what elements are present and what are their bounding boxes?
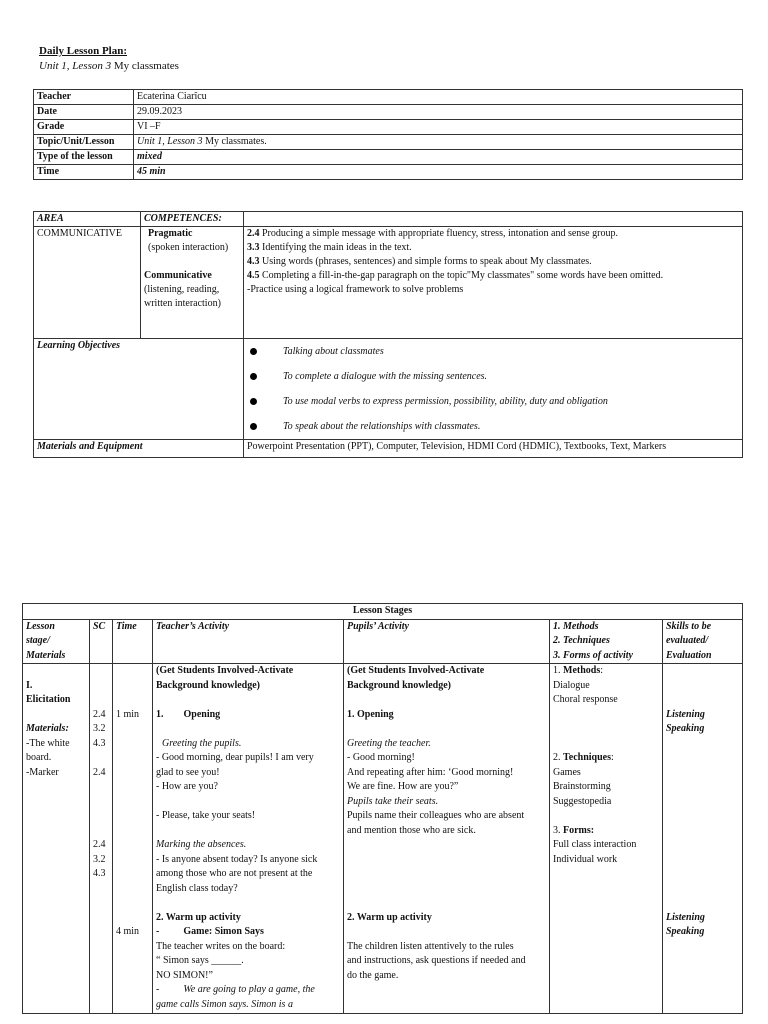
bullet-icon xyxy=(250,348,257,355)
competence-body-row xyxy=(34,227,743,339)
teacher-line: game calls Simon says. Simon is a xyxy=(156,998,293,1010)
grade-row xyxy=(34,120,743,135)
pupils-line: Pupils take their seats. xyxy=(347,795,439,807)
sc-value: 4.3 xyxy=(93,868,106,879)
competence-types xyxy=(141,227,244,339)
skills-cell xyxy=(663,664,743,1014)
competences-header: COMPETENCES: xyxy=(141,212,244,227)
time-value: 4 min xyxy=(116,926,140,937)
communicative-detail-2: written interaction) xyxy=(144,298,221,309)
teacher-line: - Good morning, dear pupils! I am very xyxy=(156,752,314,763)
teacher-row xyxy=(34,90,743,105)
objective-item: Talking about classmates xyxy=(244,339,742,364)
header-teacher: Teacher’s Activity xyxy=(153,619,344,664)
pupils-activity-cell xyxy=(344,664,550,1014)
pragmatic-detail: (spoken interaction) xyxy=(148,242,229,253)
teacher-line: NO SIMON!” xyxy=(156,969,213,981)
bullet-icon xyxy=(250,398,257,405)
pupils-line: The children listen attentively to the rules xyxy=(347,940,514,952)
methods-heading: 1. Methods: xyxy=(553,665,604,676)
competence-item: -Practice using a logical framework to solve problems xyxy=(247,284,464,295)
topic-label: Topic/Unit/Lesson xyxy=(34,135,134,150)
objectives-row xyxy=(34,339,743,440)
stage-material: -Marker xyxy=(26,766,59,778)
technique-item: Games xyxy=(553,766,581,778)
document-title: Daily Lesson Plan: xyxy=(39,45,128,57)
teacher-line: - How are you? xyxy=(156,781,218,792)
skill-item: Speaking xyxy=(666,723,705,734)
grade-value: VI –F xyxy=(134,120,743,135)
teacher-line: - Please, take your seats! xyxy=(156,810,256,821)
stages-title: Lesson Stages xyxy=(23,604,743,620)
pupils-line: do the game. xyxy=(347,969,399,981)
teacher-line: “ Simon says ______. xyxy=(156,955,244,966)
stage-row xyxy=(23,664,743,1014)
pragmatic-label: Pragmatic xyxy=(148,228,193,239)
methods-cell xyxy=(550,664,663,1014)
stage-material: board. xyxy=(26,752,52,763)
time-row xyxy=(34,165,743,180)
teacher-line: Greeting the pupils. xyxy=(162,737,242,749)
materials-row xyxy=(34,440,743,458)
date-label: Date xyxy=(34,105,134,120)
teacher-line: English class today? xyxy=(156,882,238,894)
topic-value: Unit 1, Lesson 3 My classmates. xyxy=(134,135,743,150)
teacher-value: Ecaterina Ciarîcu xyxy=(134,90,743,105)
pupils-line: and instructions, ask questions if needed and xyxy=(347,955,526,966)
pupils-line: Greeting the teacher. xyxy=(347,737,431,749)
materials-value: Powerpoint Presentation (PPT), Computer, Television, HDMI Cord (HDMIC), Textbooks, Text, Markers xyxy=(244,440,743,458)
competence-table xyxy=(33,211,743,458)
sc-value: 2.4 xyxy=(93,839,106,850)
sc-value: 3.2 xyxy=(93,723,106,734)
stage-name: Elicitation xyxy=(26,694,71,705)
pupils-line: - Good morning! xyxy=(347,752,415,763)
pupils-intro: (Get Students Involved-Activate xyxy=(347,665,485,676)
type-label: Type of the lesson xyxy=(34,150,134,165)
competence-item: 4.5 Completing a fill-in-the-gap paragraph on the topic"My classmates" some words have been omitted. xyxy=(247,270,664,281)
date-value: 29.09.2023 xyxy=(134,105,743,120)
teacher-warmup: 2. Warm up activity xyxy=(156,911,241,923)
competence-item: 2.4 Producing a simple message with appropriate fluency, stress, intonation and sense group. xyxy=(247,228,618,239)
pupils-line: And repeating after him: ‘Good morning! xyxy=(347,766,514,778)
bullet-icon xyxy=(250,373,257,380)
header-sc: SC xyxy=(90,619,113,664)
teacher-activity-cell xyxy=(153,664,344,1014)
header-stage: Lesson stage/ Materials xyxy=(23,619,90,664)
method-item: Choral response xyxy=(553,694,618,705)
pupils-intro: Background knowledge) xyxy=(347,679,452,691)
objective-item: To complete a dialogue with the missing sentences. xyxy=(244,364,742,389)
time-value: 45 min xyxy=(134,165,743,180)
teacher-line: - We are going to play a game, the xyxy=(156,984,315,995)
pupils-opening: 1. Opening xyxy=(347,708,394,720)
teacher-line: glad to see you! xyxy=(156,766,220,778)
method-item: Dialogue xyxy=(553,679,590,691)
time-cell xyxy=(113,664,153,1014)
pupils-line: Pupils name their colleagues who are absent xyxy=(347,810,525,821)
header-time: Time xyxy=(113,619,153,664)
skill-item: Listening xyxy=(666,708,705,720)
stages-title-row xyxy=(23,604,743,620)
objectives-label: Learning Objectives xyxy=(34,339,244,440)
area-value: COMMUNICATIVE xyxy=(34,227,141,339)
pupils-line: and mention those who are sick. xyxy=(347,824,476,836)
competence-header-row xyxy=(34,212,743,227)
stage-number: I. xyxy=(26,679,33,691)
techniques-heading: 2. Techniques: xyxy=(553,752,614,763)
skill-item: Speaking xyxy=(666,926,705,937)
forms-heading: 3. Forms: xyxy=(553,824,595,836)
type-row xyxy=(34,150,743,165)
teacher-game: - Game: Simon Says xyxy=(156,926,264,937)
technique-item: Brainstorming xyxy=(553,781,611,792)
objective-item: To speak about the relationships with classmates. xyxy=(244,414,742,439)
competence-list xyxy=(244,227,743,339)
topic-row xyxy=(34,135,743,150)
technique-item: Suggestopedia xyxy=(553,795,612,807)
competences-header-empty xyxy=(244,212,743,227)
sc-value: 3.2 xyxy=(93,853,106,865)
objectives-list xyxy=(244,339,743,440)
stage-cell xyxy=(23,664,90,1014)
lesson-info-table xyxy=(33,89,743,180)
stage-materials-label: Materials: xyxy=(26,723,69,734)
pupils-line: We are fine. How are you?” xyxy=(347,781,459,792)
date-row xyxy=(34,105,743,120)
sc-value: 2.4 xyxy=(93,766,106,778)
teacher-line: among those who are not present at the xyxy=(156,868,313,879)
objective-item: To use modal verbs to express permission, possibility, ability, duty and obligation xyxy=(244,389,742,414)
stage-material: -The white xyxy=(26,737,70,749)
teacher-intro: Background knowledge) xyxy=(156,679,261,691)
teacher-intro: (Get Students Involved-Activate xyxy=(156,665,294,676)
area-header: AREA xyxy=(34,212,141,227)
header-skills: Skills to be evaluated/ Evaluation xyxy=(663,619,743,664)
materials-label: Materials and Equipment xyxy=(34,440,244,458)
teacher-line: The teacher writes on the board: xyxy=(156,940,286,952)
time-value: 1 min xyxy=(116,708,140,720)
communicative-label: Communicative xyxy=(144,270,212,281)
header-methods: 1. Methods 2. Techniques 3. Forms of activity xyxy=(550,619,663,664)
competence-item: 3.3 Identifying the main ideas in the text. xyxy=(247,242,412,253)
document-subtitle: Unit 1, Lesson 3 My classmates xyxy=(39,60,179,72)
sc-value: 2.4 xyxy=(93,708,106,720)
header-pupils: Pupils’ Activity xyxy=(344,619,550,664)
time-label: Time xyxy=(34,165,134,180)
pupils-warmup: 2. Warm up activity xyxy=(347,911,432,923)
grade-label: Grade xyxy=(34,120,134,135)
stages-header-row xyxy=(23,619,743,664)
sc-cell xyxy=(90,664,113,1014)
form-item: Individual work xyxy=(553,853,618,865)
skill-item: Listening xyxy=(666,911,705,923)
teacher-line: - Is anyone absent today? Is anyone sick xyxy=(156,853,318,865)
type-value: mixed xyxy=(134,150,743,165)
teacher-opening: 1. Opening xyxy=(156,708,221,720)
bullet-icon xyxy=(250,423,257,430)
form-item: Full class interaction xyxy=(553,839,637,850)
competence-item: 4.3 Using words (phrases, sentences) and simple forms to speak about My classmates. xyxy=(247,256,592,267)
teacher-label: Teacher xyxy=(34,90,134,105)
lesson-stages-table xyxy=(22,603,743,1014)
sc-value: 4.3 xyxy=(93,737,106,749)
communicative-detail-1: (listening, reading, xyxy=(144,284,220,295)
teacher-line: Marking the absences. xyxy=(156,839,247,850)
